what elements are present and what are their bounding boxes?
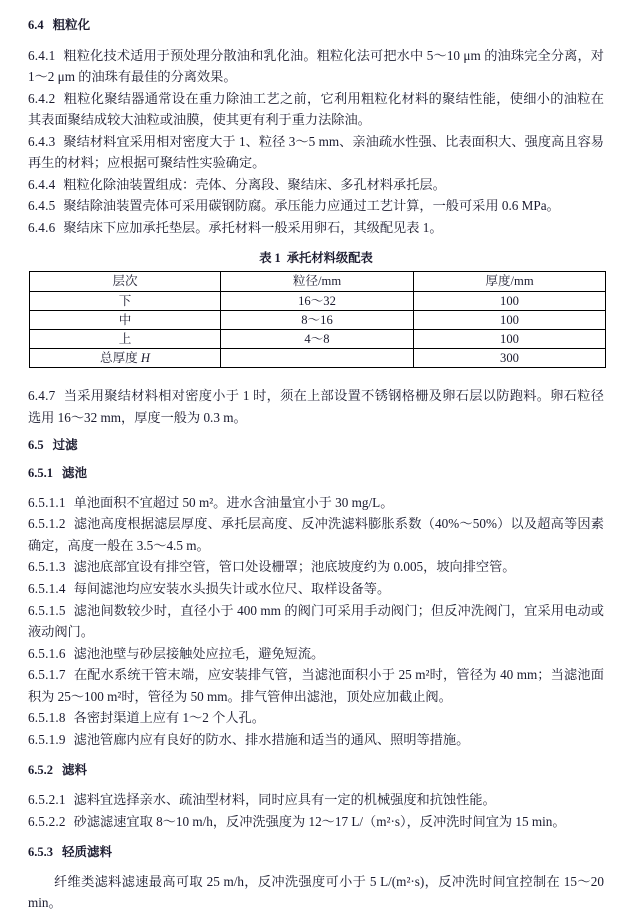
table-row <box>30 292 606 311</box>
clause-6-4-1-number: 6.4.1 <box>28 48 56 63</box>
heading-6-5-2 <box>28 762 604 778</box>
clause-6-4-2 <box>28 88 604 130</box>
total-label-symbol: H <box>140 350 151 365</box>
clause-6-5-1-2-text: 滤池高度根据滤层厚度、承托层高度、反冲洗滤料膨胀系数（40%～50%）以及超高等因素确定，高度一般在 3.5～4.5 m。 <box>28 516 604 553</box>
clause-6-5-2-2-text: 砂滤滤速宜取 8～10 m/h，反冲洗强度为 12～17 L/（m²·s），反冲洗时间宜为 15 min。 <box>73 813 566 829</box>
heading-6-5-3-number: 6.5.3 <box>28 845 53 860</box>
table-header-cell-0: 层次 <box>30 272 221 292</box>
clause-6-4-6-text: 聚结床下应加承托垫层。承托材料一般采用卵石，其级配见表 1。 <box>63 220 443 236</box>
clause-6-5-1-3 <box>28 556 604 577</box>
clause-6-5-1-9-text: 滤池管廊内应有良好的防水、排水措施和适当的通风、照明等措施。 <box>73 731 470 747</box>
clause-6-5-1-7 <box>28 664 604 706</box>
clause-6-5-1-6 <box>28 643 604 664</box>
clause-6-4-5-number: 6.4.5 <box>28 198 56 214</box>
clause-6-5-1-5-text: 滤池间数较少时，直径小于 400 mm 的阀门可采用手动阀门；但反冲洗阀门，宜采用电动或液动阀门。 <box>28 602 604 639</box>
clause-6-4-2-number: 6.4.2 <box>28 90 56 106</box>
clause-6-4-4-number: 6.4.4 <box>28 176 56 192</box>
clause-6-4-6-number: 6.4.6 <box>28 220 56 236</box>
clause-6-4-5-text: 聚结除油装置壳体可采用碳钢防腐。承压能力应通过工艺计算，一般可采用 0.6 MPa。 <box>63 198 560 214</box>
clause-6-5-1-6-number: 6.5.1.6 <box>28 645 66 661</box>
clause-6-4-1-text: 粗粒化技术适用于预处理分散油和乳化油。粗粒化法可把水中 5～10 μm 的油珠完全分离，对 1～2 μm 的油珠有最佳的分离效果。 <box>28 48 604 85</box>
clause-6-5-1-5-number: 6.5.1.5 <box>28 602 66 618</box>
clause-6-5-1-4-number: 6.5.1.4 <box>28 581 66 597</box>
clause-6-4-5 <box>28 195 604 216</box>
table-cell-thickness: 100 <box>414 311 606 330</box>
clause-6-5-1-7-number: 6.5.1.7 <box>28 667 66 683</box>
clause-6-5-1-1 <box>28 492 604 513</box>
heading-6-5-title: 过滤 <box>52 436 78 452</box>
clause-6-5-1-2-number: 6.5.1.2 <box>28 516 66 532</box>
table-total-row <box>30 349 606 368</box>
table-header-row <box>30 272 606 292</box>
heading-6-5-3 <box>28 844 604 860</box>
table-cell-layer: 中 <box>30 311 221 330</box>
heading-6-4-title: 粗粒化 <box>52 17 91 32</box>
table-1-label: 表 1 <box>259 251 281 266</box>
heading-6-5-3-title: 轻质滤料 <box>62 844 113 860</box>
table-cell-layer: 下 <box>30 292 221 311</box>
heading-6-5 <box>28 437 604 453</box>
heading-6-5-1-title: 滤池 <box>62 464 88 480</box>
table-cell-diameter: 16～32 <box>221 292 414 311</box>
table-row <box>30 330 606 349</box>
paragraph-6-5-3-body: 纤维类滤料滤速最高可取 25 m/h，反冲洗强度可小于 5 L/(m²·s)，反冲洗时间宜控制在 15～20 min。 <box>28 874 604 911</box>
clause-6-5-1-2 <box>28 513 604 555</box>
table-row <box>30 311 606 330</box>
table-header-cell-1: 粒径/mm <box>221 272 414 292</box>
clause-6-5-2-1-number: 6.5.2.1 <box>28 792 66 808</box>
table-cell-layer: 上 <box>30 330 221 349</box>
clause-6-4-6 <box>28 217 604 238</box>
clause-6-5-1-8-number: 6.5.1.8 <box>28 710 66 726</box>
clause-6-5-1-9 <box>28 729 604 750</box>
table-1-title: 承托材料级配表 <box>286 251 373 266</box>
clause-6-5-2-1 <box>28 789 604 810</box>
clause-6-5-2-2-number: 6.5.2.2 <box>28 813 66 829</box>
clause-6-5-1-1-text: 单池面积不宜超过 50 m²。进水含油量宜小于 30 mg/L。 <box>73 494 394 510</box>
heading-6-4 <box>28 17 604 33</box>
clause-6-5-1-5 <box>28 600 604 642</box>
table-header-cell-2: 厚度/mm <box>414 272 606 292</box>
table-cell-total-diameter <box>221 349 414 368</box>
clause-6-5-1-4 <box>28 578 604 599</box>
total-label-text: 总厚度 <box>99 350 138 365</box>
clause-6-5-2-1-text: 滤料宜选择亲水、疏油型材料，同时应具有一定的机械强度和抗蚀性能。 <box>73 792 496 808</box>
clause-6-4-4-text: 粗粒化除油装置组成：壳体、分离段、聚结床、多孔材料承托层。 <box>63 176 446 192</box>
heading-6-5-2-number: 6.5.2 <box>28 763 53 778</box>
heading-6-4-number: 6.4 <box>28 18 44 32</box>
clause-6-5-1-7-text: 在配水系统干管末端，应安装排气管，当滤池面积小于 25 m²时，管径为 40 mm；当滤池面积为 25～100 m²时，管径为 50 mm。排气管伸出滤池，顶处应加截止阀。 <box>28 667 604 704</box>
clause-6-5-1-1-number: 6.5.1.1 <box>28 494 66 510</box>
table-cell-thickness: 100 <box>414 292 606 311</box>
heading-6-5-1 <box>28 465 604 481</box>
table-cell-diameter: 4～8 <box>221 330 414 349</box>
clause-6-5-2-2 <box>28 811 604 832</box>
clause-6-4-4 <box>28 174 604 195</box>
clause-6-5-1-6-text: 滤池池壁与砂层接触处应拉毛，避免短流。 <box>73 645 325 661</box>
clause-6-5-1-3-number: 6.5.1.3 <box>28 559 66 575</box>
table-1 <box>29 271 606 368</box>
heading-6-5-1-number: 6.5.1 <box>28 465 53 480</box>
clause-6-4-1 <box>28 45 604 87</box>
heading-6-5-number: 6.5 <box>28 437 44 452</box>
clause-6-4-7-number: 6.4.7 <box>28 388 56 404</box>
table-cell-thickness: 100 <box>414 330 606 349</box>
clause-6-4-3-text: 聚结材料宜采用相对密度大于 1、粒径 3～5 mm、亲油疏水性强、比表面积大、强度高且容易再生的材料；应根据可聚结性实验确定。 <box>28 133 604 171</box>
clause-6-5-1-3-text: 滤池底部宜设有排空管，管口处设栅罩；池底坡度约为 0.005，坡向排空管。 <box>73 559 516 575</box>
clause-6-5-1-4-text: 每间滤池均应安装水头损失计或水位尺、取样设备等。 <box>73 581 391 597</box>
clause-6-4-2-text: 粗粒化聚结器通常设在重力除油工艺之前，它利用粗粒化材料的聚结性能，使细小的油粒在其表面聚结成较大油粒或油膜，使其更有利于重力法除油。 <box>28 90 604 128</box>
table-cell-total-thickness: 300 <box>414 349 606 368</box>
table-cell-diameter: 8～16 <box>221 311 414 330</box>
clause-6-4-3-number: 6.4.3 <box>28 133 56 149</box>
clause-6-4-7-text: 当采用聚结材料相对密度小于 1 时，须在上部设置不锈钢格栅及卵石层以防跑料。卵石粒径选用 16～32 mm，厚度一般为 0.3 m。 <box>28 388 604 425</box>
heading-6-5-2-title: 滤料 <box>62 762 88 778</box>
clause-6-4-7 <box>28 385 604 427</box>
clause-6-5-1-9-number: 6.5.1.9 <box>28 731 66 747</box>
clause-6-5-1-8-text: 各密封渠道上应有 1～2 个人孔。 <box>73 710 265 726</box>
clause-6-4-3 <box>28 131 604 173</box>
clause-6-5-1-8 <box>28 707 604 728</box>
table-1-caption <box>28 248 604 266</box>
table-cell-total-label <box>30 349 221 368</box>
